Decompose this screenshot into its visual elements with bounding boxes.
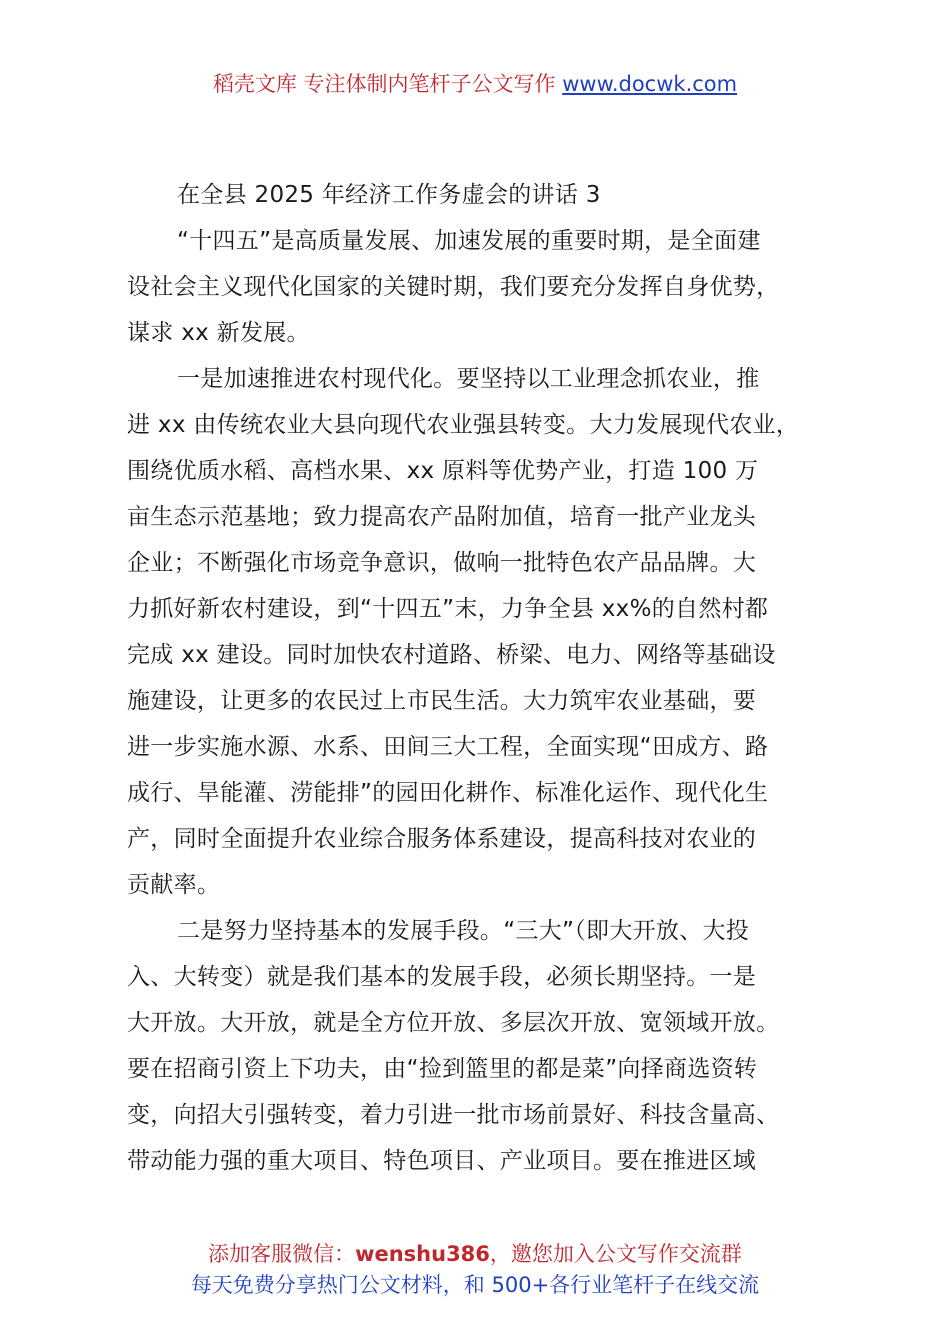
- site-link[interactable]: www.docwk.com: [562, 72, 738, 96]
- text-line: 施建设，让更多的农民过上市民生活。大力筑牢农业基础，要: [127, 688, 757, 714]
- text-line: 要在招商引资上下功夫，由“捡到篮里的都是菜”向择商选资转: [127, 1056, 758, 1082]
- wechat-id: wenshu386: [355, 1242, 490, 1266]
- text-line: 一是加速推进农村现代化。要坚持以工业理念抓农业，推: [177, 366, 760, 392]
- footer-contact-suffix: ，邀您加入公文写作交流群: [489, 1242, 742, 1266]
- text-line: 贡献率。: [127, 872, 221, 898]
- paragraph-development-means: [127, 908, 827, 1184]
- paragraph-intro: [127, 218, 827, 356]
- footer-promo-line: 每天免费分享热门公文材料，和 500+各行业笔杆子在线交流: [190, 1273, 760, 1297]
- document-title: 在全县 2025 年经济工作务虚会的讲话 3: [177, 182, 601, 208]
- footer-contact-line: [0, 1239, 950, 1270]
- text-line: 完成 xx 建设。同时加快农村道路、桥梁、电力、网络等基础设: [127, 642, 776, 668]
- text-line: 带动能力强的重大项目、特色项目、产业项目。要在推进区域: [127, 1148, 757, 1174]
- document-body: [127, 172, 827, 1184]
- text-line: “十四五”是高质量发展、加速发展的重要时期，是全面建: [177, 228, 761, 254]
- text-line: 大开放。大开放，就是全方位开放、多层次开放、宽领域开放。: [127, 1010, 780, 1036]
- text-line: 力抓好新农村建设，到“十四五”末，力争全县 xx%的自然村都: [127, 596, 769, 622]
- text-line: 成行、旱能灌、涝能排”的园田化耕作、标准化运作、现代化生: [127, 780, 769, 806]
- header-slogan: 稻壳文库 专注体制内笔杆子公文写作: [212, 72, 563, 96]
- text-line: 进一步实施水源、水系、田间三大工程，全面实现“田成方、路: [127, 734, 769, 760]
- text-line: 入、大转变）就是我们基本的发展手段，必须长期坚持。一是: [127, 964, 757, 990]
- paragraph-rural-modernization: [127, 356, 827, 908]
- text-line: 设社会主义现代化国家的关键时期，我们要充分发挥自身优势，: [127, 274, 780, 300]
- text-line: 二是努力坚持基本的发展手段。“三大”（即大开放、大投: [177, 918, 750, 944]
- site-header: [0, 68, 950, 100]
- text-line: 产，同时全面提升农业综合服务体系建设，提高科技对农业的: [127, 826, 757, 852]
- text-line: 进 xx 由传统农业大县向现代农业强县转变。大力发展现代农业，: [127, 412, 800, 438]
- site-footer: [0, 1239, 950, 1301]
- text-line: 变，向招大引强转变，着力引进一批市场前景好、科技含量高、: [127, 1102, 780, 1128]
- text-line: 谋求 xx 新发展。: [127, 320, 310, 346]
- text-line: 围绕优质水稻、高档水果、xx 原料等优势产业，打造 100 万: [127, 458, 759, 484]
- footer-contact-prefix: 添加客服微信：: [208, 1242, 356, 1266]
- text-line: 企业；不断强化市场竞争意识，做响一批特色农产品品牌。大: [127, 550, 757, 576]
- text-line: 亩生态示范基地；致力提高农产品附加值，培育一批产业龙头: [127, 504, 757, 530]
